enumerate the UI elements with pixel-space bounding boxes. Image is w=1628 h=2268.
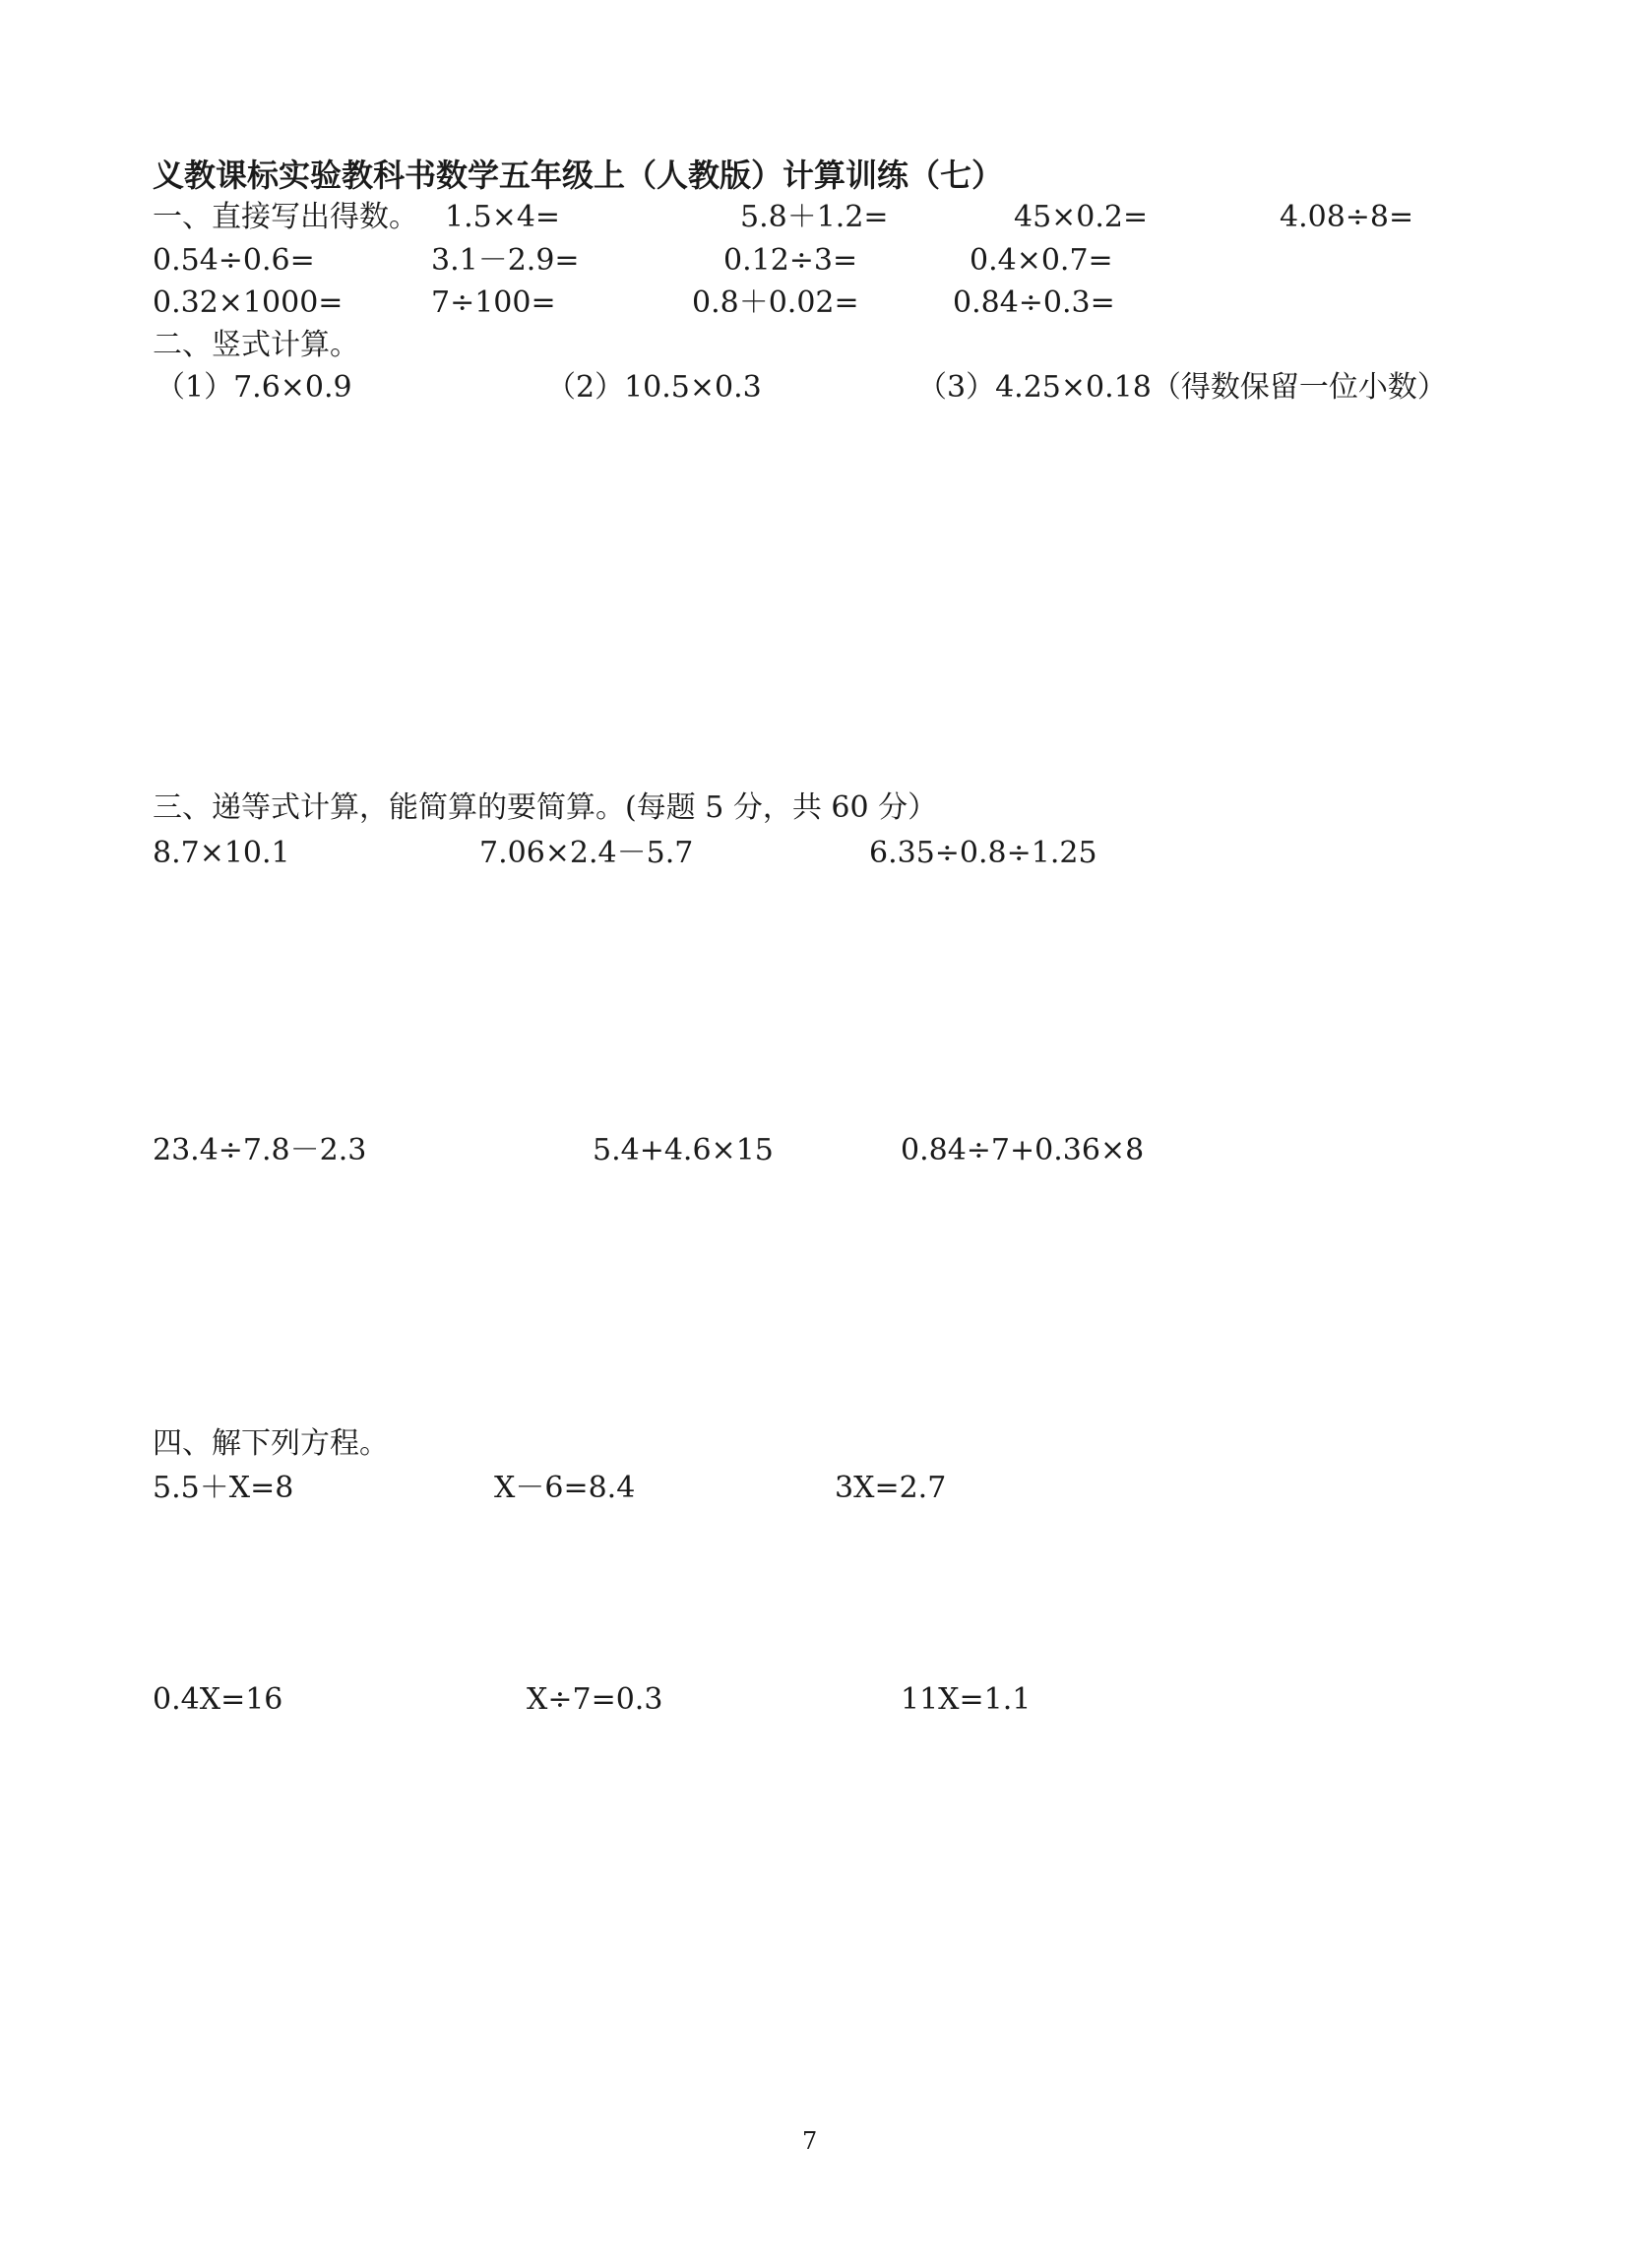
oral-problem: 0.4×0.7= (970, 243, 1113, 278)
oral-problem: 0.84÷0.3= (953, 285, 1115, 320)
vertical-calc-problem: （2）10.5×0.3 (546, 370, 762, 405)
oral-problem: 0.32×1000= (153, 285, 344, 320)
oral-problem: 45×0.2= (1014, 200, 1149, 234)
vertical-calc-problem: （3）4.25×0.18（得数保留一位小数） (917, 370, 1447, 405)
section-1-heading: 一、直接写出得数。 (153, 200, 418, 234)
oral-problem: 3.1－2.9= (431, 243, 580, 278)
vertical-calc-problem: （1）7.6×0.9 (156, 370, 352, 405)
equation-problem: 5.5＋X=8 (153, 1471, 294, 1505)
oral-problem: 0.8＋0.02= (692, 285, 859, 320)
step-calc-problem: 0.84÷7+0.36×8 (901, 1133, 1145, 1167)
page-number: 7 (802, 2127, 818, 2155)
oral-problem: 4.08÷8= (1280, 200, 1414, 234)
step-calc-problem: 23.4÷7.8－2.3 (153, 1133, 367, 1167)
step-calc-problem: 6.35÷0.8÷1.25 (869, 836, 1097, 870)
step-calc-problem: 5.4+4.6×15 (593, 1133, 774, 1167)
oral-problem: 7÷100= (431, 285, 556, 320)
section-4-heading: 四、解下列方程。 (153, 1426, 389, 1461)
equation-problem: 0.4X=16 (153, 1682, 283, 1717)
step-calc-problem: 7.06×2.4－5.7 (479, 836, 694, 870)
oral-problem: 0.54÷0.6= (153, 243, 315, 278)
section-3-heading: 三、递等式计算，能简算的要简算。(每题 5 分，共 60 分） (153, 790, 938, 825)
equation-problem: X÷7=0.3 (527, 1682, 663, 1717)
equation-problem: 11X=1.1 (901, 1682, 1032, 1717)
step-calc-problem: 8.7×10.1 (153, 836, 290, 870)
oral-problem: 1.5×4= (445, 200, 561, 234)
equation-problem: 3X=2.7 (835, 1471, 947, 1505)
oral-problem: 0.12÷3= (723, 243, 858, 278)
worksheet-title: 义教课标实验教科书数学五年级上（人教版）计算训练（七） (153, 157, 1004, 194)
equation-problem: X－6=8.4 (494, 1471, 636, 1505)
section-2-heading: 二、竖式计算。 (153, 328, 359, 362)
oral-problem: 5.8＋1.2= (740, 200, 889, 234)
